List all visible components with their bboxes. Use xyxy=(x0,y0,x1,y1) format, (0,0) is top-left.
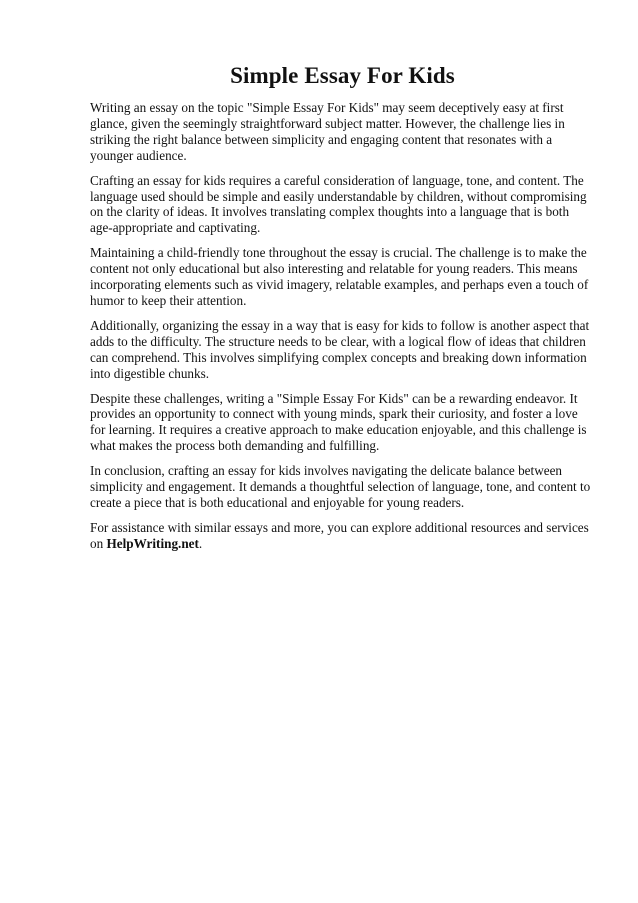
document-title: Simple Essay For Kids xyxy=(230,63,455,88)
helpwriting-link[interactable]: HelpWriting.net xyxy=(106,535,199,551)
paragraph-2: Crafting an essay for kids requires a careful consideration of language, tone, and content. The language used should be simple and easily understandable by children, without compromising on the clarity of ideas. It involves translating complex thoughts into a language that is both age-appropriate and captivating. xyxy=(90,172,587,236)
document-content xyxy=(90,62,595,561)
closing-suffix: . xyxy=(198,535,203,551)
paragraph-1: Writing an essay on the topic "Simple Essay For Kids" may seem deceptively easy at first glance, given the seemingly straightforward subject matter. However, the challenge lies in striking the right balance between simplicity and engaging content that resonates with a younger audience. xyxy=(90,100,565,163)
paragraph-4: Additionally, organizing the essay in a way that is easy for kids to follow is another aspect that adds to the difficulty. The structure needs to be clear, with a logical flow of ideas that children can comprehend. This involves simplifying complex concepts and breaking down information into digestible chunks. xyxy=(90,317,590,381)
paragraph-3: Maintaining a child-friendly tone throughout the essay is crucial. The challenge is to make the content not only educational but also interesting and relatable for young readers. This means incorporating elements such as vivid imagery, relatable examples, and perhaps even a touch of humor to keep their attention. xyxy=(90,245,589,308)
paragraph-6: In conclusion, crafting an essay for kids involves navigating the delicate balance between simplicity and engagement. It demands a thoughtful selection of language, tone, and content to create a piece that is both educational and enjoyable for young readers. xyxy=(90,463,591,510)
paragraph-5: Despite these challenges, writing a "Simple Essay For Kids" can be a rewarding endeavor. It provides an opportunity to connect with young minds, spark their curiosity, and foster a love for learning. It requires a creative approach to make education enjoyable, and this challenge is what makes the process both demanding and fulfilling. xyxy=(90,390,587,454)
closing-text: For assistance with similar essays and more, you can explore additional resources and services on xyxy=(90,519,589,551)
closing-paragraph xyxy=(90,520,595,552)
